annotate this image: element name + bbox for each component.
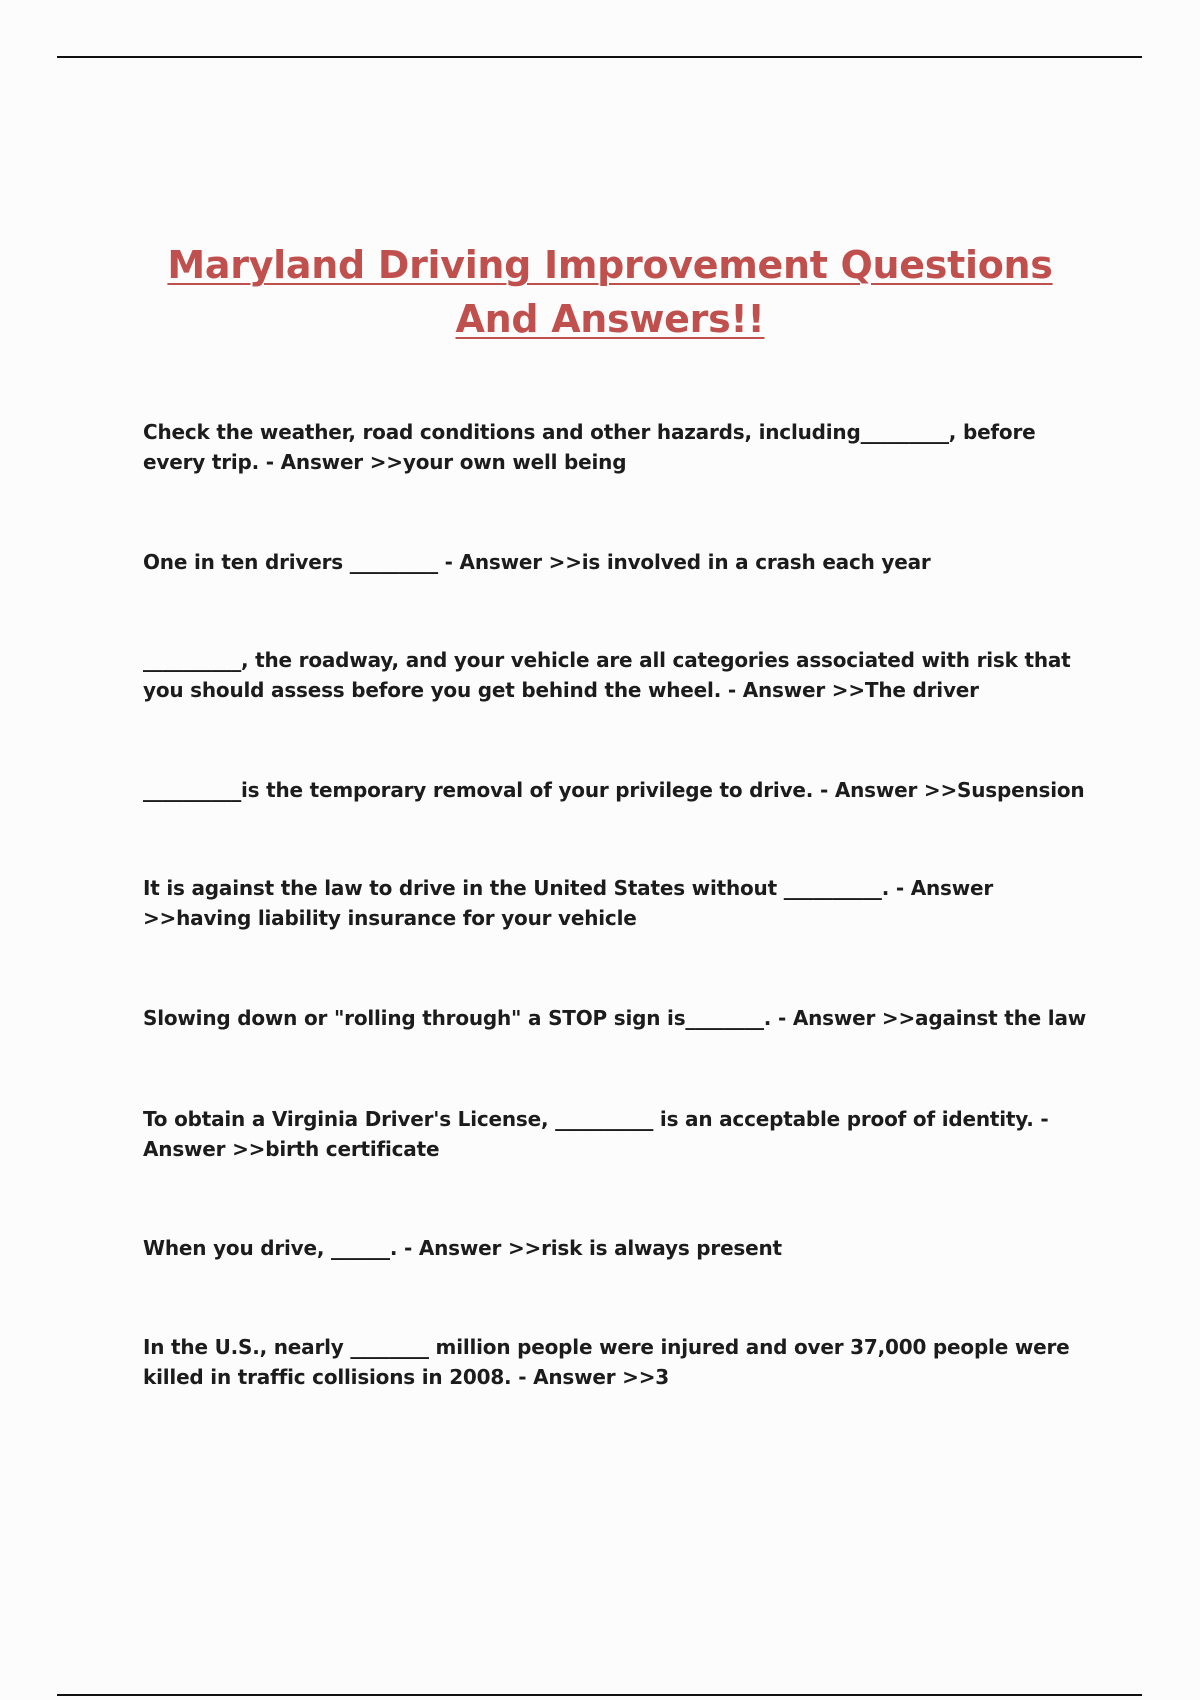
qa-item-2: One in ten drivers _________ - Answer >>is involved in a crash each year xyxy=(143,550,931,574)
qa-item-7: To obtain a Virginia Driver's License, __________ is an acceptable proof of identity. - Answer >>birth certificate xyxy=(143,1107,1049,1161)
qa-item-6: Slowing down or "rolling through" a STOP sign is________. - Answer >>against the law xyxy=(143,1006,1087,1030)
qa-item-9: In the U.S., nearly ________ million people were injured and over 37,000 people were killed in traffic collisions in 2008. - Answer >>3 xyxy=(143,1335,1070,1389)
top-rule xyxy=(57,56,1142,58)
bottom-rule xyxy=(57,1694,1142,1696)
qa-item-4: __________is the temporary removal of your privilege to drive. - Answer >>Suspension xyxy=(143,778,1085,802)
qa-item-1: Check the weather, road conditions and other hazards, including_________, before every trip. - Answer >>your own well being xyxy=(143,420,1036,474)
qa-item-3: __________, the roadway, and your vehicle are all categories associated with risk that you should assess before you get behind the wheel. - Answer >>The driver xyxy=(143,648,1071,702)
qa-item-8: When you drive, ______. - Answer >>risk is always present xyxy=(143,1236,782,1260)
qa-item-5: It is against the law to drive in the United States without __________. - Answer >>having liability insurance for your vehicle xyxy=(143,876,994,930)
document-title: Maryland Driving Improvement Questions And Answers!! xyxy=(167,243,1053,341)
